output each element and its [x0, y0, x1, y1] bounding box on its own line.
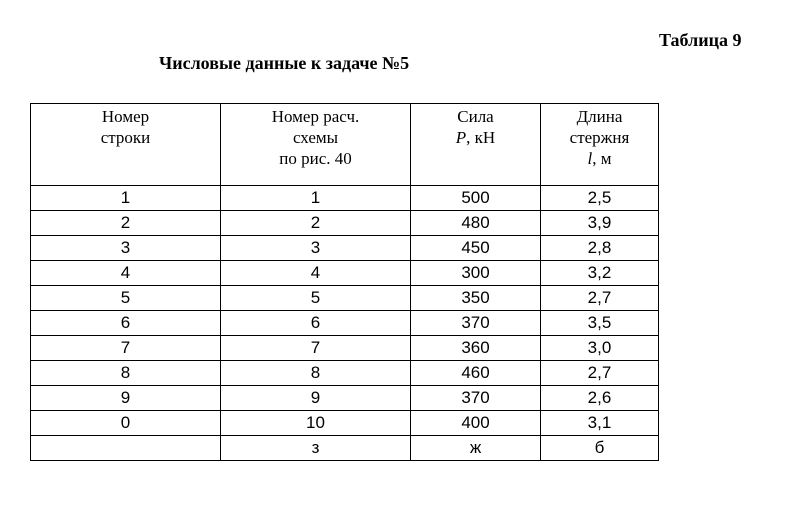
cell-length: 2,8 [541, 236, 659, 261]
header-scheme-number [221, 104, 411, 186]
header-length [541, 104, 659, 186]
cell-force: 360 [411, 336, 541, 361]
cell-force: 460 [411, 361, 541, 386]
document-title: Числовые данные к задаче №5 [159, 53, 410, 73]
cell-row-number: 9 [31, 386, 221, 411]
header-text [541, 148, 658, 169]
cell-scheme-number: 10 [221, 411, 411, 436]
cell-scheme-number: 7 [221, 336, 411, 361]
cell-length: 2,7 [541, 361, 659, 386]
header-text: Номер [101, 107, 150, 126]
cell-force: 480 [411, 211, 541, 236]
cell-length: 3,0 [541, 336, 659, 361]
header-text: Сила [457, 107, 494, 126]
cell-scheme-number: 5 [221, 286, 411, 311]
length-symbol: l [587, 149, 593, 168]
table-row [31, 211, 659, 236]
header-text: Номер расч. [271, 107, 360, 126]
table-row [31, 236, 659, 261]
cell-length: 3,2 [541, 261, 659, 286]
cell-force: 300 [411, 261, 541, 286]
cell-force: 370 [411, 311, 541, 336]
cell-scheme-number: 3 [221, 236, 411, 261]
cell-length: 3,5 [541, 311, 659, 336]
cell-scheme-number: 8 [221, 361, 411, 386]
cell-force: 370 [411, 386, 541, 411]
table-row [31, 311, 659, 336]
cell-length-letter: б [541, 436, 659, 461]
header-text: Длина [576, 107, 623, 126]
cell-row-number: 7 [31, 336, 221, 361]
cell-scheme-number: 4 [221, 261, 411, 286]
cell-force: 350 [411, 286, 541, 311]
header-text: схемы [292, 128, 339, 147]
cell-row-number: 6 [31, 311, 221, 336]
table-row [31, 186, 659, 211]
table-row [31, 386, 659, 411]
cell-length: 2,6 [541, 386, 659, 411]
cell-force: 500 [411, 186, 541, 211]
cell-row-number: 8 [31, 361, 221, 386]
table-row [31, 261, 659, 286]
force-symbol: P [455, 128, 467, 147]
header-text: по рис. 40 [279, 149, 352, 168]
table-number-label: Таблица 9 [659, 30, 742, 50]
cell-length: 3,9 [541, 211, 659, 236]
cell-scheme-number: 2 [221, 211, 411, 236]
table-row-letters [31, 436, 659, 461]
header-text: строки [100, 128, 151, 147]
table-header-row [31, 104, 659, 186]
table-row [31, 336, 659, 361]
cell-length: 2,7 [541, 286, 659, 311]
cell-row-number: 0 [31, 411, 221, 436]
cell-length: 2,5 [541, 186, 659, 211]
table-row [31, 286, 659, 311]
cell-row-number: 5 [31, 286, 221, 311]
length-unit: , м [592, 149, 612, 168]
cell-row-number: 1 [31, 186, 221, 211]
header-force [411, 104, 541, 186]
cell-scheme-number: 9 [221, 386, 411, 411]
cell-force-letter: ж [411, 436, 541, 461]
cell-length: 3,1 [541, 411, 659, 436]
cell-force: 450 [411, 236, 541, 261]
cell-row-number: 4 [31, 261, 221, 286]
cell-row-number [31, 436, 221, 461]
header-text: стержня [569, 128, 630, 147]
table-row [31, 361, 659, 386]
cell-row-number: 2 [31, 211, 221, 236]
cell-scheme-number: 6 [221, 311, 411, 336]
header-text [411, 127, 540, 148]
data-table [30, 103, 659, 461]
force-unit: , кН [466, 128, 496, 147]
header-row-number [31, 104, 221, 186]
table-row [31, 411, 659, 436]
cell-row-number: 3 [31, 236, 221, 261]
cell-scheme-number: 1 [221, 186, 411, 211]
cell-force: 400 [411, 411, 541, 436]
cell-scheme-letter: з [221, 436, 411, 461]
